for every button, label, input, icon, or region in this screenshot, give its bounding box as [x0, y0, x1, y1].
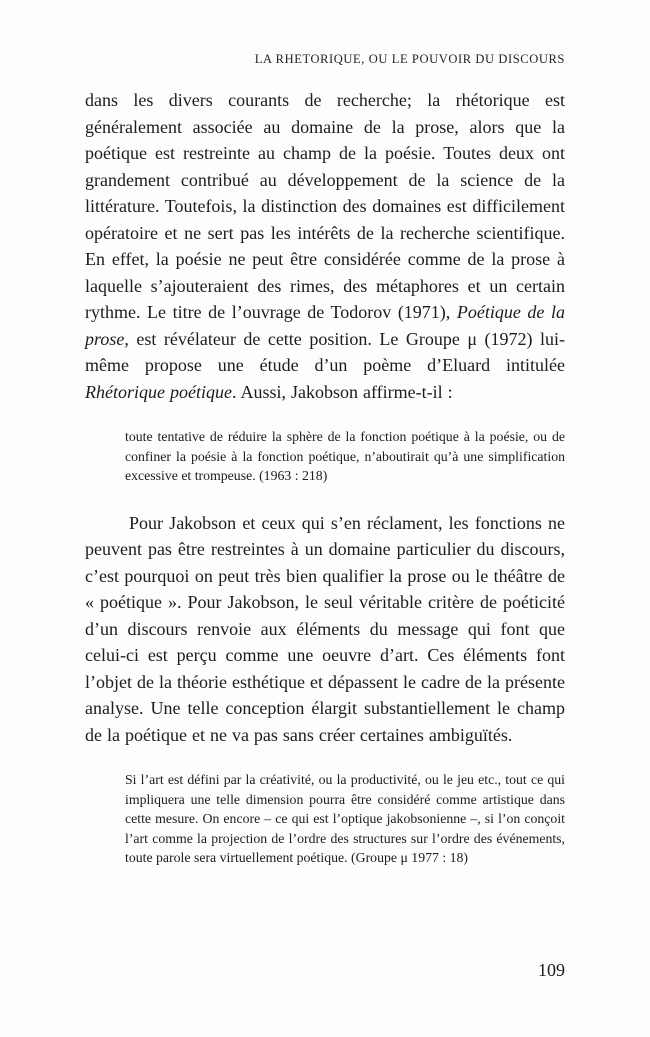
paragraph: Pour Jakobson et ceux qui s’en réclament, les fonctions ne peuvent pas être restreintes à un domaine particulier du discours, c’est pourquoi on peut très bien qualifier la prose ou le théâtre de « poétique ». Pour Jakobson, le seul véritable critère de poéticité d’un discours renvoie aux éléments du message qui font que celui-ci est perçu comme une oeuvre d’art. Ces éléments font l’objet de la théorie esthétique et dépassent le cadre de la présente analyse. Une telle conception élargit substantiellement le champ de la poétique et ne va pas sans créer certaines ambiguïtés. [85, 512, 565, 745]
paragraph-continuation [85, 87, 565, 405]
block-quote-jakobson: toute tentative de réduire la sphère de la fonction poétique à la poésie, ou de confiner la poésie à la fonction poétique, n’aboutirait qu’à une simplification excessive et trompeuse. (1963 : 218) [125, 429, 565, 483]
running-head: LA RHETORIQUE, OU LE POUVOIR DU DISCOURS [254, 52, 565, 66]
cited-title-italic: Rhétorique poétique [85, 381, 232, 402]
paragraph-text: dans les divers courants de recherche; la rhétorique est généralement associée au domaine de la prose, alors que la poétique est restreinte au champ de la poésie. Toutes deux ont grandement contribué au développement de la science de la littérature. Toutefois, la distinction des domaines est difficilement opératoire et ne sert pas les intérêts de la recherche scientifique. En effet, la poésie ne peut être considérée comme de la prose à laquelle s’ajouteraient des rimes, des métaphores et un certain rythme. Le titre de l’ouvrage de Todorov (1971), [85, 90, 565, 322]
paragraph-text: . Aussi, Jakobson affirme-t-il : [231, 381, 453, 402]
paragraph-text: , est révélateur de cette position. Le Groupe μ (1972) lui-même propose une étude d’un poème d’Eluard intitulée [85, 328, 565, 375]
page-number: 109 [538, 960, 565, 980]
text-block [85, 87, 565, 868]
cited-title-italic: Poétique de la prose [85, 302, 565, 349]
block-quote-groupe-mu: Si l’art est défini par la créativité, ou la productivité, ou le jeu etc., tout ce qui impliquera une telle dimension pourra être considéré comme artistique dans cette mesure. On encore – ce qui est l’optique jakobsonienne –, si l’on conçoit l’art comme la projection de l’ordre des structures sur l’ordre des événements, toute parole sera virtuellement poétique. (Groupe μ 1977 : 18) [125, 772, 565, 865]
